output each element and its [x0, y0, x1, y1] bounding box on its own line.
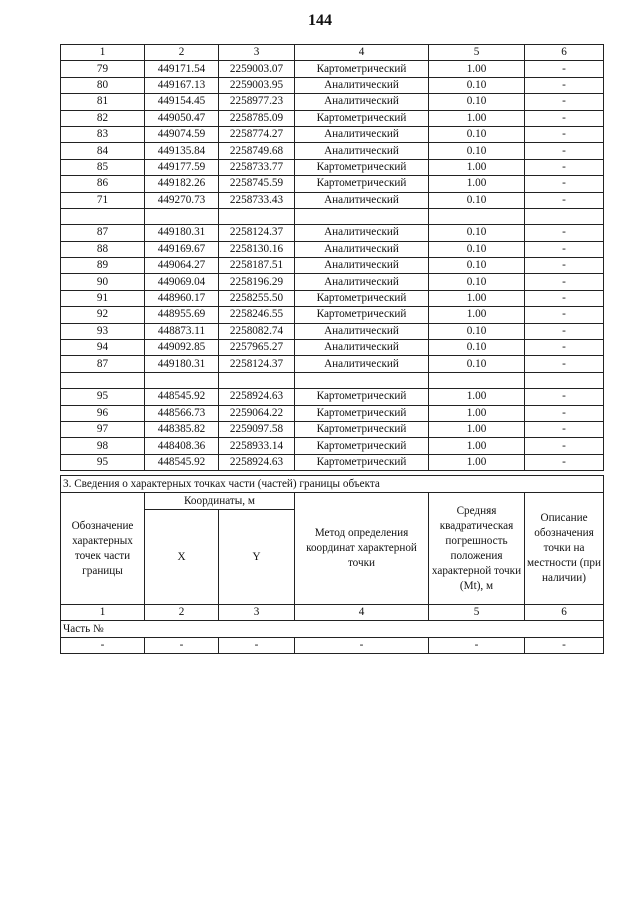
table-row — [61, 405, 604, 421]
table-cell: 1.00 — [429, 454, 525, 470]
table-cell: 448545.92 — [145, 454, 219, 470]
table-row — [61, 225, 604, 241]
table-cell: Картометрический — [295, 61, 429, 77]
table-cell: Аналитический — [295, 241, 429, 257]
table-cell: 71 — [61, 192, 145, 208]
table-cell: 449064.27 — [145, 258, 219, 274]
table-cell: 89 — [61, 258, 145, 274]
table-cell: 1.00 — [429, 421, 525, 437]
table-cell: 449050.47 — [145, 110, 219, 126]
table-cell: 2258924.63 — [219, 389, 295, 405]
table-cell: Картометрический — [295, 438, 429, 454]
header-x: X — [145, 510, 219, 605]
table-cell: 2258733.43 — [219, 192, 295, 208]
table-cell: 0.10 — [429, 258, 525, 274]
table-cell: 87 — [61, 225, 145, 241]
table-cell: - — [525, 61, 604, 77]
table-row — [61, 143, 604, 159]
table-cell: 0.10 — [429, 274, 525, 290]
table-row — [61, 290, 604, 306]
header-point-designation: Обозначение характерных точек части границы — [61, 493, 145, 605]
table-cell: 449171.54 — [145, 61, 219, 77]
table-cell: Аналитический — [295, 258, 429, 274]
table-cell — [295, 208, 429, 224]
table-cell: 449180.31 — [145, 225, 219, 241]
table-row — [61, 323, 604, 339]
table-row — [61, 438, 604, 454]
table-cell — [61, 372, 145, 388]
table-cell: 0.10 — [429, 126, 525, 142]
table-cell: 2258130.16 — [219, 241, 295, 257]
table-cell — [145, 372, 219, 388]
table-cell: Аналитический — [295, 192, 429, 208]
column-number: 2 — [145, 45, 219, 61]
table-cell: 448960.17 — [145, 290, 219, 306]
table-cell: Аналитический — [295, 340, 429, 356]
table-cell — [61, 208, 145, 224]
header-row — [61, 45, 604, 61]
table-cell: 449169.67 — [145, 241, 219, 257]
table-cell: 2258933.14 — [219, 438, 295, 454]
table-cell: - — [219, 638, 295, 654]
table-cell — [429, 372, 525, 388]
table-cell: 449177.59 — [145, 159, 219, 175]
table-cell: Картометрический — [295, 176, 429, 192]
table-cell: 90 — [61, 274, 145, 290]
table-cell: 1.00 — [429, 110, 525, 126]
table-row — [61, 340, 604, 356]
table-cell: 2259003.07 — [219, 61, 295, 77]
table-cell: 80 — [61, 77, 145, 93]
table-row — [61, 356, 604, 372]
table-cell: 2258774.27 — [219, 126, 295, 142]
table-row — [61, 389, 604, 405]
table-cell — [145, 208, 219, 224]
table-cell: 2257965.27 — [219, 340, 295, 356]
table-cell: 449135.84 — [145, 143, 219, 159]
table-cell: - — [525, 638, 604, 654]
table-cell — [219, 372, 295, 388]
table-cell: Картометрический — [295, 454, 429, 470]
table-cell: 0.10 — [429, 225, 525, 241]
column-number: 3 — [219, 605, 295, 621]
table-cell: 97 — [61, 421, 145, 437]
table-cell: 1.00 — [429, 389, 525, 405]
table-cell: - — [145, 638, 219, 654]
table-cell: - — [525, 143, 604, 159]
table-row — [61, 208, 604, 224]
table-cell — [525, 208, 604, 224]
table-cell: - — [429, 638, 525, 654]
table-cell: - — [525, 421, 604, 437]
table-cell: - — [525, 110, 604, 126]
table-cell: - — [525, 77, 604, 93]
table-cell: Картометрический — [295, 389, 429, 405]
table-cell: 449074.59 — [145, 126, 219, 142]
table-cell: 2258196.29 — [219, 274, 295, 290]
table-cell: 82 — [61, 110, 145, 126]
table-cell: Аналитический — [295, 225, 429, 241]
table-cell: 96 — [61, 405, 145, 421]
column-number: 4 — [295, 45, 429, 61]
header-method: Метод определения координат характерной точки — [295, 493, 429, 605]
table-cell: 449069.04 — [145, 274, 219, 290]
table-cell — [219, 208, 295, 224]
table-cell: Аналитический — [295, 323, 429, 339]
table-cell: 95 — [61, 454, 145, 470]
table-cell: Картометрический — [295, 421, 429, 437]
table-row — [61, 454, 604, 470]
column-number: 4 — [295, 605, 429, 621]
table-cell: - — [61, 638, 145, 654]
table-cell: 83 — [61, 126, 145, 142]
table-cell: 2258124.37 — [219, 225, 295, 241]
table-cell: 2258785.09 — [219, 110, 295, 126]
table-row — [61, 258, 604, 274]
table-cell: 2258255.50 — [219, 290, 295, 306]
column-number: 1 — [61, 605, 145, 621]
table-cell — [525, 372, 604, 388]
table-cell: 86 — [61, 176, 145, 192]
table-cell: 0.10 — [429, 356, 525, 372]
table-cell: 93 — [61, 323, 145, 339]
table-cell: - — [525, 176, 604, 192]
table-cell: - — [525, 159, 604, 175]
column-number: 6 — [525, 45, 604, 61]
table-cell: Аналитический — [295, 143, 429, 159]
table-cell: 2258745.59 — [219, 176, 295, 192]
table-cell: 448566.73 — [145, 405, 219, 421]
table-cell: 1.00 — [429, 290, 525, 306]
table-row — [61, 94, 604, 110]
table-cell: 0.10 — [429, 241, 525, 257]
table-cell: 2258082.74 — [219, 323, 295, 339]
header-coordinates: Координаты, м — [145, 493, 295, 510]
table-cell: Аналитический — [295, 77, 429, 93]
page-number: 144 — [308, 12, 332, 29]
table-cell: - — [525, 438, 604, 454]
column-number: 5 — [429, 605, 525, 621]
table-cell: 1.00 — [429, 159, 525, 175]
table-cell: 2258977.23 — [219, 94, 295, 110]
table-row — [61, 126, 604, 142]
table-cell: 2258924.63 — [219, 454, 295, 470]
table-cell: 448408.36 — [145, 438, 219, 454]
table-cell: 1.00 — [429, 438, 525, 454]
table-cell: 84 — [61, 143, 145, 159]
table-cell: Картометрический — [295, 307, 429, 323]
table-cell: Аналитический — [295, 126, 429, 142]
table-cell: 0.10 — [429, 143, 525, 159]
table-cell: 2258246.55 — [219, 307, 295, 323]
table-cell: 85 — [61, 159, 145, 175]
table-cell: 92 — [61, 307, 145, 323]
part-boundary-table — [60, 475, 604, 654]
table-cell: 95 — [61, 389, 145, 405]
table-cell: Аналитический — [295, 356, 429, 372]
points-table — [60, 44, 604, 471]
header-error: Средняя квадратическая погрешность положения характерной точки (Mt), м — [429, 493, 525, 605]
table-cell: - — [525, 356, 604, 372]
table-cell: 2258124.37 — [219, 356, 295, 372]
table-cell: - — [525, 241, 604, 257]
table-cell: 0.10 — [429, 77, 525, 93]
table-cell: 94 — [61, 340, 145, 356]
table-cell: - — [525, 258, 604, 274]
table-cell: 0.10 — [429, 94, 525, 110]
section-title: 3. Сведения о характерных точках части (частей) границы объекта — [61, 476, 604, 493]
table-cell: Картометрический — [295, 159, 429, 175]
table-row — [61, 110, 604, 126]
table-cell — [295, 372, 429, 388]
table-cell: 79 — [61, 61, 145, 77]
table-cell: Картометрический — [295, 290, 429, 306]
table-cell: Картометрический — [295, 405, 429, 421]
table-cell: - — [525, 323, 604, 339]
table-cell: 2259064.22 — [219, 405, 295, 421]
table-cell: 2258187.51 — [219, 258, 295, 274]
column-number: 5 — [429, 45, 525, 61]
table-cell: - — [525, 274, 604, 290]
table-row — [61, 61, 604, 77]
table-cell: 448545.92 — [145, 389, 219, 405]
table-cell: Аналитический — [295, 94, 429, 110]
table-cell: - — [525, 405, 604, 421]
table-cell: - — [525, 389, 604, 405]
table-cell: 448873.11 — [145, 323, 219, 339]
table-cell: Картометрический — [295, 110, 429, 126]
table-row — [61, 77, 604, 93]
table-cell: 449092.85 — [145, 340, 219, 356]
table-cell: 1.00 — [429, 307, 525, 323]
table-cell: Аналитический — [295, 274, 429, 290]
table-cell: - — [525, 192, 604, 208]
table-cell: 2259097.58 — [219, 421, 295, 437]
table-cell: 0.10 — [429, 192, 525, 208]
table-cell: 1.00 — [429, 176, 525, 192]
part-label: Часть № — [61, 621, 604, 638]
table-row — [61, 241, 604, 257]
table-cell: 0.10 — [429, 323, 525, 339]
column-number: 3 — [219, 45, 295, 61]
table-cell: 1.00 — [429, 61, 525, 77]
column-number: 6 — [525, 605, 604, 621]
header-y: Y — [219, 510, 295, 605]
table-cell: 449180.31 — [145, 356, 219, 372]
table-cell: 448955.69 — [145, 307, 219, 323]
table-row — [61, 176, 604, 192]
table-cell: - — [525, 225, 604, 241]
empty-data-row — [61, 638, 604, 654]
table-row — [61, 421, 604, 437]
table-cell: 448385.82 — [145, 421, 219, 437]
table-cell: 2258733.77 — [219, 159, 295, 175]
table-row — [61, 192, 604, 208]
column-number: 1 — [61, 45, 145, 61]
table-cell: 449167.13 — [145, 77, 219, 93]
table-row — [61, 274, 604, 290]
column-numbers-row — [61, 605, 604, 621]
table-cell: 91 — [61, 290, 145, 306]
header-description: Описание обозначения точки на местности (при наличии) — [525, 493, 604, 605]
table-row — [61, 159, 604, 175]
column-number: 2 — [145, 605, 219, 621]
table-cell: 449270.73 — [145, 192, 219, 208]
table-cell: - — [525, 126, 604, 142]
table-cell: - — [525, 340, 604, 356]
table-row — [61, 307, 604, 323]
table-cell: 87 — [61, 356, 145, 372]
table-cell — [429, 208, 525, 224]
table-cell: - — [525, 307, 604, 323]
table-cell: 98 — [61, 438, 145, 454]
table-cell: 2258749.68 — [219, 143, 295, 159]
table-cell: 81 — [61, 94, 145, 110]
table-cell: 449154.45 — [145, 94, 219, 110]
table-row — [61, 372, 604, 388]
table-cell: 2259003.95 — [219, 77, 295, 93]
table-cell: - — [295, 638, 429, 654]
table-cell: - — [525, 94, 604, 110]
table-cell: 88 — [61, 241, 145, 257]
table-cell: - — [525, 290, 604, 306]
table-cell: - — [525, 454, 604, 470]
table-cell: 0.10 — [429, 340, 525, 356]
table-cell: 1.00 — [429, 405, 525, 421]
table-cell: 449182.26 — [145, 176, 219, 192]
